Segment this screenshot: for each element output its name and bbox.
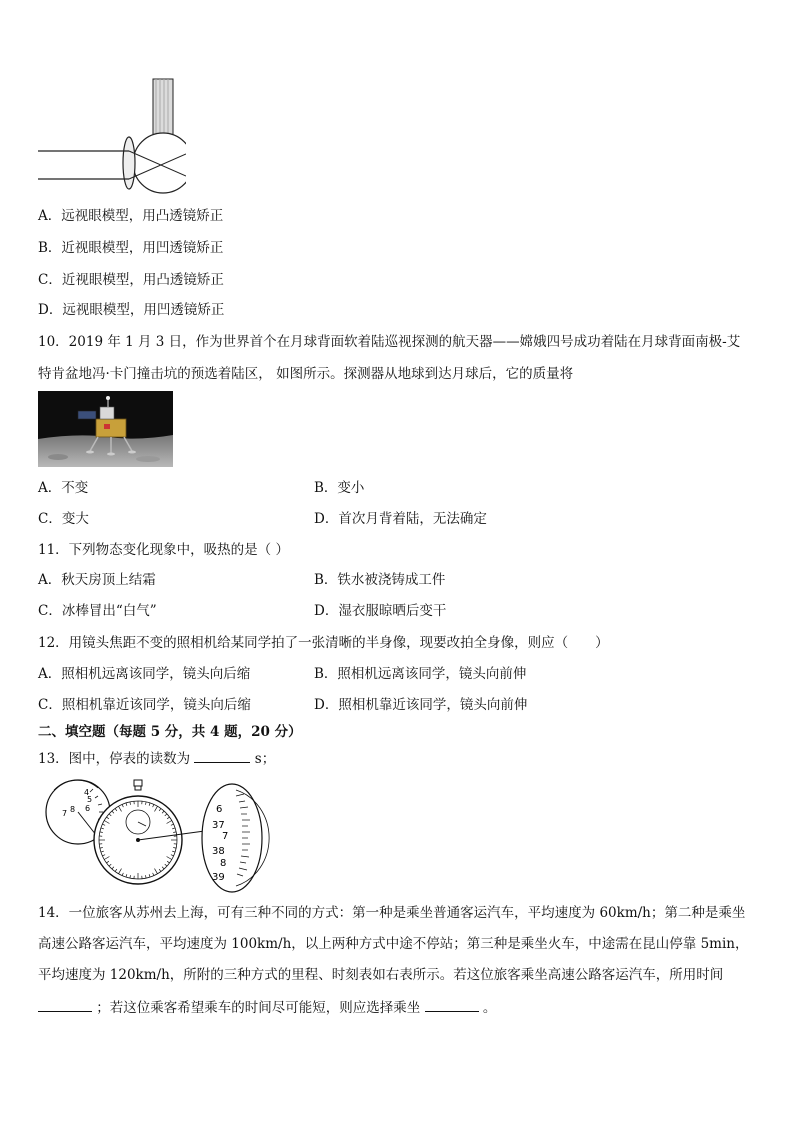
q9-option-d[interactable]: D．远视眼模型，用凹透镜矫正 bbox=[38, 302, 225, 318]
small-dial-label-8: 8 bbox=[70, 805, 76, 814]
q10-option-d[interactable]: D．首次月背着陆，无法确定 bbox=[314, 511, 487, 527]
q10-option-b[interactable]: B．变小 bbox=[314, 480, 365, 496]
eye-model-figure bbox=[36, 76, 186, 196]
big-dial-label-38: 38 bbox=[212, 846, 225, 857]
q11-option-c[interactable]: C．冰棒冒出“白气” bbox=[38, 603, 157, 619]
small-dial-label-5: 5 bbox=[87, 795, 93, 804]
lens bbox=[123, 137, 135, 189]
q9-option-a[interactable]: A．远视眼模型，用凸透镜矫正 bbox=[38, 208, 224, 224]
section-title-fill-in: 二、填空题（每题 5 分，共 4 题，20 分） bbox=[38, 724, 302, 740]
stopwatch-figure bbox=[40, 778, 272, 894]
q10-option-a[interactable]: A．不变 bbox=[38, 480, 89, 496]
q14-answer-blank-choice[interactable] bbox=[425, 997, 479, 1012]
big-dial-label-39: 39 bbox=[212, 872, 225, 883]
big-dial-label-6: 6 bbox=[216, 804, 223, 815]
q9-option-b[interactable]: B．近视眼模型，用凹透镜矫正 bbox=[38, 240, 224, 256]
big-dial-label-7: 7 bbox=[222, 831, 229, 842]
big-dial-label-37: 37 bbox=[212, 820, 225, 831]
q11-option-b[interactable]: B．铁水被浇铸成工件 bbox=[314, 572, 446, 588]
q14-stem-line2: 高速公路客运汽车，平均速度为 100km/h，以上两种方式中途不停站；第三种是乘坐火车，中途需在昆山停靠 5min， bbox=[38, 936, 749, 952]
small-dial-label-6: 6 bbox=[85, 804, 91, 813]
q14-answer-blank-time[interactable] bbox=[38, 997, 92, 1012]
small-dial-label-7: 7 bbox=[62, 809, 68, 818]
q11-stem: 11．下列物态变化现象中，吸热的是（ ） bbox=[38, 542, 289, 558]
q14-stem-line1: 14．一位旅客从苏州去上海，可有三种不同的方式：第一种是乘坐普通客运汽车，平均速度为 60km/h；第二种是乘坐 bbox=[38, 905, 746, 921]
q13-stem-prefix: 13．图中，停表的读数为 bbox=[38, 751, 195, 767]
q14-stem-line4-mid: ；若这位乘客希望乘车的时间尽可能短，则应选择乘坐 bbox=[96, 1000, 421, 1016]
q12-option-b[interactable]: B．照相机远离该同学，镜头向前伸 bbox=[314, 666, 527, 682]
q10-option-c[interactable]: C．变大 bbox=[38, 511, 89, 527]
q13-stem bbox=[38, 748, 275, 769]
q12-option-c[interactable]: C．照相机靠近该同学，镜头向后缩 bbox=[38, 697, 251, 713]
q14-stem-line4 bbox=[38, 997, 496, 1018]
stopwatch-crown bbox=[134, 780, 142, 786]
q12-stem: 12．用镜头焦距不变的照相机给某同学拍了一张清晰的半身像，现要改拍全身像，则应（ ） bbox=[38, 635, 609, 651]
q11-option-a[interactable]: A．秋天房顶上结霜 bbox=[38, 572, 156, 588]
lunar-lander-photo bbox=[38, 391, 173, 467]
eyeball bbox=[133, 133, 186, 193]
q11-option-d[interactable]: D．湿衣服晾晒后变干 bbox=[314, 603, 447, 619]
q10-stem-line1: 10．2019 年 1 月 3 日，作为世界首个在月球背面软着陆巡视探测的航天器——嫦娥四号成功着陆在月球背面南极-艾 bbox=[38, 334, 741, 350]
q9-option-c[interactable]: C．近视眼模型，用凸透镜矫正 bbox=[38, 272, 224, 288]
q13-answer-blank[interactable] bbox=[194, 748, 250, 763]
small-dial-label-4: 4 bbox=[84, 788, 90, 797]
q14-stem-line4-end: 。 bbox=[482, 1000, 497, 1016]
q13-stem-suffix: s； bbox=[254, 751, 276, 767]
q12-option-a[interactable]: A．照相机远离该同学，镜头向后缩 bbox=[38, 666, 251, 682]
q12-option-d[interactable]: D．照相机靠近该同学，镜头向前伸 bbox=[314, 697, 528, 713]
big-dial-label-8: 8 bbox=[220, 858, 227, 869]
q14-stem-line3: 平均速度为 120km/h，所附的三种方式的里程、时刻表如右表所示。若这位旅客乘坐高速公路客运汽车，所用时间 bbox=[38, 967, 724, 983]
q10-stem-line2: 特肯盆地冯·卡门撞击坑的预选着陆区， 如图所示。探测器从地球到达月球后，它的质量将 bbox=[38, 366, 574, 382]
